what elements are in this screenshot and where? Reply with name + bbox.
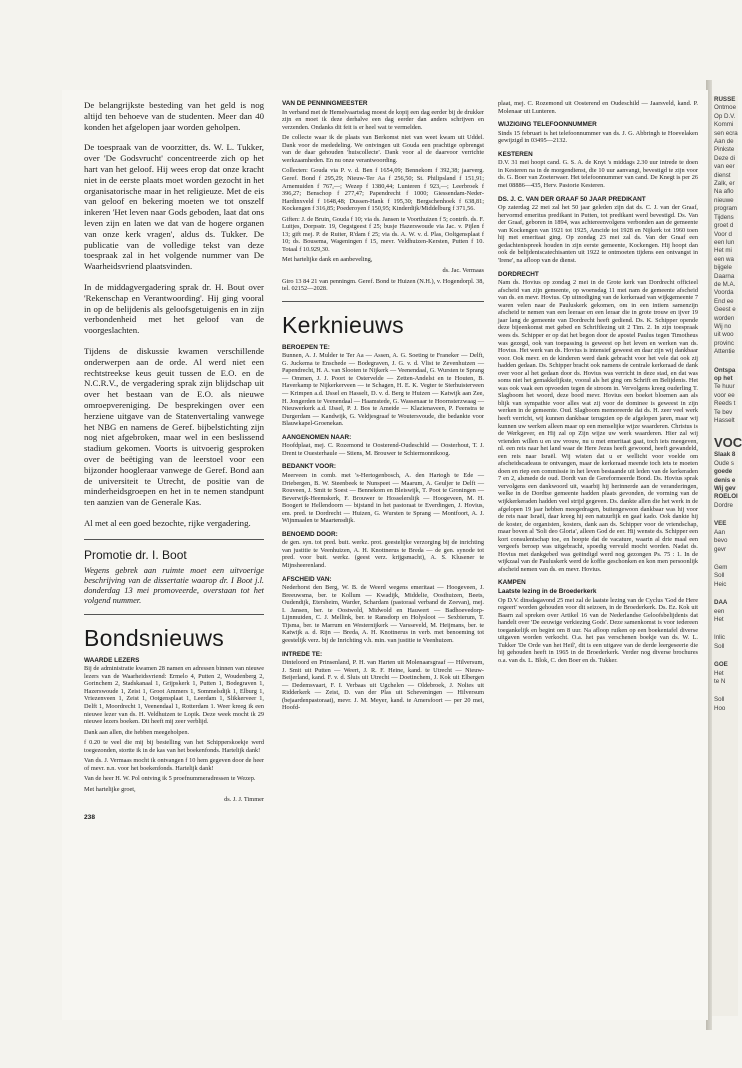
margin-fragment: een wa [714,255,734,263]
section-heading: BEROEPEN TE: [282,343,330,351]
margin-fragment: Soll [714,696,725,704]
penning-paragraph: In verband met de Hemelvaartsdag moest de kopij een dag eerder bij de drukker zijn en moet ik deze derhalve een dag eerder dan anders schrijven en verzenden. Ondanks dit feit is er heel wat te vermelden. [282,108,484,131]
waarde-lezers-heading: WAARDE LEZERS [84,656,140,664]
adjacent-page-strip [712,96,742,1016]
section-heading: DS. J. C. VAN DER GRAAF 50 JAAR PREDIKANT [498,195,646,203]
margin-fragment: Dordre [714,501,733,509]
page-number: 238 [84,814,96,822]
margin-fragment: Voor d [714,230,732,238]
section-heading: BEDANKT VOOR: [282,463,336,471]
section-heading: AANGENOMEN NAAR: [282,433,352,441]
column-middle [282,100,484,715]
margin-fragment: Inlic [714,634,726,642]
margin-fragment: Deze di [714,154,735,162]
section-text: D.V. 31 mei hoopt cand. G. S. A. de Knyt 's middags 2.30 uur intrede te doen in Kesteren na in de morgendienst, die 10 uur aanvangt, bevestigd te zijn voor ds. G. Boer van Zoeterwaer. Het telefoonnummer van cand. De Knegt is per 26 mei 08886—435, Herv. Pastorie Kesteren. [498,159,698,190]
margin-fragment: bevo [714,537,728,545]
margin-fragment: ROELOI [714,493,738,501]
margin-fragment: een [714,607,725,615]
section-text: Sinds 15 februari is het telefoonnummer van ds. J. G. Abbringh te Hoevelaken gewijzigd in 03495—2132. [498,129,698,145]
margin-fragment: uit woo [714,331,734,339]
signature: ds. Jac. Vermaas [442,266,484,274]
section-heading: KESTEREN [498,150,533,158]
margin-fragment: Oude s [714,459,734,467]
section-text: de gen. syn. tot pred. buit. werkz. prot. geestelijke verzorging bij de inrichting van justitie te Veenhuizen, A. H. Knottnerus te Breda — de gen. synode tot pred. voor buit. werkz. (geest verz. krijgsmacht), A. S. Klusener te Mijnsheerenland. [282,539,484,570]
margin-fragment: Slaak 8 [714,451,736,459]
waarde-paragraph: Met hartelijke groet, [84,785,136,793]
margin-fragment: Soll [714,572,725,580]
margin-fragment: Gem [714,563,728,571]
margin-fragment: dienst [714,171,731,179]
margin-fragment: GOE [714,661,728,669]
margin-fragment: End ee [714,297,734,305]
margin-fragment: voor ee [714,391,735,399]
continued-text: plaat, mej. C. Rozemond uit Oosterend en Oudeschild — Jaarsveld, kand. P. Molenaar uit Lunteren. [498,100,698,115]
margin-fragment: bijgele [714,264,732,272]
section-text: Meerveen in comb. met 's-Hertogenbosch, A. den Hartogh te Ede — Driebergen, B. W. Steenbeek te Nunspeet — Maarum, A. Geuljer te Delft — Rouveen, J. Smit te Soest — Bennekom en Bleiswijk, T. Poot te Groningen — Beverwijk-Heemskerk, F. Brouwer te Hosselerslijk — Hoogeveen, M. H. Boogert te Hellendoorn — bijstand in het pastoraat te Everdingen, J. Hovius, em. pred. te Dordrecht — Huizen, G. Wursten te Sprang — Montfoort, A. J. Wijnmaalen te Maartensdijk. [282,471,484,525]
lead-paragraph-2: De toespraak van de voorzitter, ds. W. L. Tukker, over 'De Godsvrucht' concentreerde zich op het hart van het geloof. Hij wees erop dat onze kracht niet in de eerste plaats moet worden gezocht in het organisatorische maar in het religieuze. Met de eis van geloof en bekering moeten we tot onszelf inkeren 'Het leven naar Gods geboden, laat dat ons leven zijn en laten we dat van de hogere organen van onze kerk vragen', aldus ds. Tukker. De publicatie van de volledige tekst van deze toespraak zal in het volgende nummer van De Waarheidsvriend plaatsvinden. [84,142,264,272]
margin-fragment: van eer [714,163,735,171]
penning-paragraph: Giften: J. de Bruin, Gouda f 10; via ds. Jansen te Voorthuizen f 5; contrib. ds. F. Luitjes, Dorpsstr. 19, Oegstgeest f 25; busje Hazerswoude via Jac. v. Pijlen f 13; gift mej. P. de Ruiter, R'dam f 25; via ds. A. W. v. d. Plas, Ooltgensplaat f 10; ds. Bousema, Wageningen f 15, mevr. Veldhuizen-Kersten, Putten f 10. Totaal f 10.929,30. [282,215,484,253]
margin-fragment: Aan [714,528,726,536]
margin-fragment: Wij gev [714,485,736,493]
column-left [84,100,264,822]
margin-fragment: Het mi [714,247,732,255]
margin-fragment: Reeds t [714,400,736,408]
section-heading: KAMPEN [498,579,526,587]
margin-fragment: program [714,205,738,213]
waarde-paragraph: f 0.20 te veel die mij bij bestelling van het Schipperskoekje werd toegezonden, stortte ik in de kas van het boekenfonds. Hartelijk dank! [84,739,264,754]
margin-fragment: Tijdens [714,213,734,221]
margin-fragment: een lun [714,238,735,246]
margin-fragment: Op D.V. [714,112,736,120]
waarde-paragraph: Dank aan allen, die hebben meegeholpen. [84,728,190,736]
lead-paragraph-4: Tijdens de diskussie kwamen verschillende onderwerpen aan de orde. Al werd niet een rechtstreekse keus geuit tussen de E.O. en de N.C.R.V., de vergadering sprak zijn blijdschap uit over het bestaan van de E.O. als nieuwe omroepvereniging. De besprekingen over een herziene uitgave van de Statenvertaling vanwege het NBG en namens de Geref. bijbelstichting zijn nog niet afgebroken, maar wel in een beslissend stadium gekomen. Voorts is uitvoerig gesproken over de beëtiging van de leerstoel voor een bijzonder hoogleraar vanwege de Geref. Bond aan de universiteit te Utrecht, de positie van de minderheidsgroepen en het in te nemen standpunt ten aanzien van de Generale Kas. [84,345,264,508]
promotie-text: Wegens gebrek aan ruimte moet een uitvoerige beschrijving van de dissertatie waarop dr. I Boot j.l. donderdag 13 mei promoveerde, overstaan tot het volgend nummer. [84,565,264,605]
section-heading: WIJZIGING TELEFOONNUMMER [498,121,597,129]
margin-big-fragment: VOC [714,435,742,451]
margin-fragment: provinc [714,339,734,347]
margin-fragment: Soll [714,642,725,650]
margin-fragment: DAA [714,599,728,607]
lead-paragraph-3: In de middagvergadering sprak dr. H. Bout over 'Rekenschap en Verantwoording'. Hij ging vooral in op de belijdenis als geloofsgetuigenis en in zijn verbondenheid met het geloof van de voorgeslachten. [84,281,264,336]
waarde-paragraph: Van ds. J. Vermaas mocht ik ontvangen f 10 hem gegeven door de heer of mevr. n.n. voor het boekenfonds. Hartelijk dank! [84,757,264,772]
margin-fragment: nieuwe [714,196,734,204]
margin-fragment: denis e [714,476,736,484]
margin-fragment: Te huur [714,383,735,391]
margin-fragment: Hoo [714,704,726,712]
margin-fragment: VEE [714,520,727,528]
margin-fragment: Aan de [714,138,734,146]
margin-fragment: Te bev [714,408,733,416]
margin-fragment: Hasselt [714,417,735,425]
margin-fragment: Attentie [714,348,735,356]
penning-paragraph: Met hartelijke dank en aanbeveling, [282,256,373,264]
margin-fragment: Het [714,669,724,677]
waarde-paragraph: Bij de administratie kwamen 28 namen en adressen binnen van nieuwe lezers van de Waarheidsvriend: Ermelo 4, Putten 2, Woudenberg 2, Gorinchem 2, Stadskanaal 1, Grijpskerk 1, Putten 1, Bodegraven 1, Hazerswoude 1, Zeist 1, Groot Ammers 1, Sommelsdijk 1, Elburg 1, Vriezenveen 1, Zeist 1, Ootgensplaat 1, Leerdam 1, Slikkerveer 1, Delft 1, Moordrecht 1, Veenendaal 1, Rotterdam 1. Weer kreeg ik een nieuwe lezer van ds. H. Veldhuizen te Lopik. Deze week mocht ik 29 nieuwe lezers boeken. Dit heeft mij zeer verblijd. [84,665,264,726]
waarde-paragraph: Van de heer H. W. Pol ontving ik 5 proefnummeradressen te Wezep. [84,775,256,783]
section-text: Bunnen, A. J. Mulder te Ter Aa — Assen, A. G. Soeting te Franeker — Delft, G. Juckema te Enschede — Bodegraven, J. G. v. d. Vlist te Zevenhuizen — Papendrecht, H. A. van Slooten te Nijkerk — Veenendaal, G. Wursten te Sprang — Ommen, J. J. Poort te Ostervelde — Zetten-Andelst en te Houten, B. Haverkamp te Nijkerkerveen — te Schagen, H. E. K. Vegter te Sterhuisterveen — Krimpen a.d. IJssel en Hasselt, D. v. d. Berg te Huizen — Katwijk aan Zee, H. Jongerden te Veenendaal — Haamstede, G. Wassenaar te Hoornsterzwaag — Nieuwerkerk a.d. IJssel, P. J. Bos te Ameide — Klazienaveen, P. Feenstra te Durgerdam — Kandwijk, G. Veldjesgraaf te Woutersvoude, die bedankte voor Blauwkapel-Groenekan. [282,352,484,428]
margin-fragment: Daarna [714,272,735,280]
margin-fragment: Pinkste [714,146,735,154]
margin-fragment: worden [714,314,735,322]
section-text: Nam ds. Hovius op zondag 2 mei in de Grote kerk van Dordrecht officieel afscheid van zijn gemeente, op woensdag 11 mei nam de gemeente afscheid van ds. en mevr. Hovius. Op uitnodiging van de kerkeraad van wijkgemeente 7 waren velen naar de Pauluskerk gekomen, om in een intiem samenzijn afscheid te nemen van een leeraar en een leraar die in grote trouw en ijver 19 jaar lang de gemeente van Dordrecht heeft gediend. Ds. K. Schipper opende deze bijeenkomst met gebed en Schriftlezing uit 2 Tim. 2. In zijn toespraak wees ds. Schipper er op dat het begon door de apostel Paulus tegen Timotheus was gezegd, ook van toepassing is geweest op het leven en werken van ds. Hovius. Het werk van ds. Hovius is intensief geweest en daar zijn wij dankbaar voor. Ook mevr. en de kinderen werd dank gebracht voor het vele dat ook zij hadden gedaan. Ds. Schipper bracht ook namens de centrale kerkeraad de dank over voor al het gedaan door ds. Hovius was verricht in deze stad, en dat was soms niet het gemakkelijkste, vooral als het ging om Schrift en Belijdenis. Het was ook vaak een opvoeden tegen de stroom in. Vervolgens kreeg ouderling T. Slagboom het woord, deze bood mevr. Hovius een boeket bloemen aan als blijk van sympathie voor alles wat zij voor de dominee is geweest in zijn werken in de gemeente. Oud. Slagboom memoreerde dat ds. H. zeer veel werk heeft verricht, wij kunnen dankbaar terugzien op de afgelopen jaren, maar wij kunnen uw werken alleen maar op een menselijke wijze waarderen. Christus is de Werkgever, en Hij zal op Zijn wijze uw werk waarderen. Hier zal wij vrienden willen u en uw vrouw, nu u met emeritaat gaat, toch iets meegeven, nl. een reis naar het land waar de Here Jezus heeft gewoond, heeft gewandeld, een reis naar Israël. Wij wisten dat u er wellicht voor voelde om afscheidscadeaus te ontvangen, maar de kerkeraad meende toch iets te moeten doen en riep een commissie in het leven bestaande uit leden van de kerkeraden 7 en 2, alsmede de oud. Dordt van de Gereformeerde Bond. Ds. Hovius sprak vervolgens een dankwoord uit, waarbij hij herinnerde aan de veranderingen, welke in de Dordtse gemeente hadden plaats gevonden, de vorming van de wijkkerkeraden hadden veel strijd gegeven. Ds. dankte allen die het werk in de afgelopen 19 jaar hebben meegedragen, buitengewoon dankbaar was hij voor de reis naar Israël, daar kreeg hij een natuurlijk en gaaf kado. Ook dankte hij de koster, de organisten, kosters, dank aan ds. Schipper voor de vriendschap, maar boven al 'Soli deo Gloria', alleen God de eer. Hij wenste ds. Schipper een kort consulentschap toe, en hoopte dat de vacature, waarin al drie maal een vergeefs beroep was uitgebracht, spoedig vervuld mocht worden. Nadat ds. Hovius met dankgebed was geëindigd werd nog gezongen Ps. 75 : 1. In de wijkzaal van de Pauluskerk werd de koffie geschonken en kon men persoonlijk afscheid nemen van ds. en mevr. Hovius. [498,279,698,573]
section-heading: BENOEMD DOOR: [282,530,338,538]
section-heading: AFSCHEID VAN: [282,575,332,583]
margin-fragment: Ontspa [714,366,736,374]
margin-fragment: te N [714,677,726,685]
margin-fragment: gevr [714,545,727,553]
divider [84,539,264,540]
section-text: Op zaterdag 22 mei zal het 50 jaar geleden zijn dat ds. C. J. van der Graaf, hervormd emeritus predikant in Putten, tot predikant werd bevestigd. Ds. Van der Graaf, geboren in 1894, was achtereenvolgens verbonden aan de gemeente van Kockengen van 1921 tot 1925, Amcide tot 1928 en Nijkerk tot 1960 toen hij met emeritaat ging. Op zondag 23 mei zal ds. Van der Graaf een gedachtenispreek houden in zijn eerste gemeente, Kockengen. Hij hoopt dan ook de belijdeniscatechisanten uit 1922 te ontmoeten tijdens een ontvangst in 'Irene', na afloop van de dienst. [498,204,698,264]
divider [282,301,484,302]
margin-fragment: Ontmoe [714,104,737,112]
kampen-subheading: Laatste lezing in de Broederkerk [498,588,597,596]
penningmeester-heading: VAN DE PENNINGMEESTER [282,100,368,107]
margin-fragment: Geest e [714,306,736,314]
section-text: Nederhorst den Berg, W. B. de Weerd wegens emeritaat — Hoogeveen, J. Breeuwsma, ber. te Kollum — Kwadijk, Middelie, Oosthuizen, Beets, Oudendijk, Etersheim, Warder, Schardam (pastoraal verband de Zeevan), mej. I. Jansen, ber. te Oostwold, Midwold en Hauwert — Badhoevedorp-Lijnmuiden, C. J. Mellink, ber. te Ransdorp en Holysloot — Sexbierum, T. Tijsma, ber. te Marrum en Westernijkerk — Varsseveld, M. Heijmans, ber. te Katwijk a. d. Rijn — Breda, A. H. Knottnerus in verb. met benoeming tot geestelijk verz. bij de Inrichting v.h. min. van justitie te Veenhuizen. [282,584,484,644]
kampen-text: Op D.V. dinsdagavond 25 mei zal de laatste lezing van de Cyclus 'God de Here regeert' worden gehouden voor dit seizoen, in de Broederkerk. Ds. Ez. Kok uit Baarn zal spreken over Artikel 16 van de Nederlandse Geloofsbelijdenis dat handelt over 'De eeuwige verkiezing Gods'. Deze samenkomst is voor iedereen toegankelijk en begint om 8 uur. Na afloop ruiken op een boekentafel diverse uitgaven worden verkocht. O.a. het pas verschenen boekje van ds. W. L. Tukker 'De Orde van het Heil', dit is een uitgave van de derde leergeseerie die hij gehouden heeft in 1965 in de Broederkerk. Verder nog diverse brochures o.a. van ds. L. Blok, C. den Boer en ds. Tukker. [498,596,698,665]
section-heading: INTREDE TE: [282,650,323,658]
margin-fragment: op het [714,375,733,382]
margin-fragment: Heic [714,580,727,588]
margin-fragment: Na aflo [714,188,734,196]
section-heading: DORDRECHT [498,270,539,278]
giro-line: Giro 13 84 21 van penningm. Geref. Bond te Huizen (N.H.), v. Hogendorpl. 38, tel. 02152—2028. [282,277,484,293]
kerknieuws-title: Kerknieuws [282,311,404,338]
margin-fragment: sen ecra [714,129,738,137]
margin-fragment: RUSSE [714,96,736,103]
margin-fragment: Kommi [714,121,734,129]
section-text: Hoofdplaat, mej. C. Rozemond te Oosterend-Oudeschild — Oosterhout, T. J. Drent te Ouesterhaule — Stiens, M. Brouwer te Schiermonnikoog. [282,442,484,457]
divider [84,614,264,615]
margin-fragment: Het [714,615,724,623]
margin-fragment: Zalk, er [714,180,735,188]
lead-paragraph-1: De belangrijkste besteding van het geld is nog altijd ten behoeve van de studenten. Meer dan 40 konden het afgelopen jaar worden geholpen. [84,100,264,132]
bondsnieuws-title: Bondsnieuws [84,624,225,651]
margin-fragment: goede [714,468,733,476]
penning-paragraph: De collecte waar ik de plaats van Berkomst niet van weet kwam uit Uddel. Dank voor de mededeling. We ontvingen uit Gouda een prachtige opbrengst van de daar gehouden 'huiscollecte'. Dank voor al de daarvoor verrichte werkzaamheden. En nu onze verantwoording. [282,134,484,164]
lead-paragraph-5: Al met al een goed bezochte, rijke vergadering. [84,517,251,528]
column-right [498,100,698,668]
section-text: Dinteloord en Prinsenland, P. H. van Harten uit Molenaarsgraaf — Hilversum, J. Smit uit Putten — Weert, J. R. F. Heine, kand. te Utrecht — Nieuw-Beijerland, kand. F. v. d. Sluis uit Utrecht — Doetinchem, J. Kok uit Elbergen — Dedemsvaart, F. I. Verbaas uit Ugchelen — Oldebroek, J. Noltes uit Ridderkerk — Zeist, D. van der Plas uit Scheveningen — Hilversum (bejaardenpastoraat), mevr. J. M. Meyer, kand. te Amersfoort — per 20 mei, Hoofd- [282,659,484,712]
margin-fragment: groet d [714,222,734,230]
promotie-title: Promotie dr. I. Boot [84,547,187,562]
margin-fragment: de M.A. [714,280,736,288]
margin-fragment: Wij no [714,322,732,330]
newspaper-page [62,90,708,1020]
signature: ds. J. J. Timmer [224,796,264,804]
penning-paragraph: Collecten: Gouda via P. v. d. Ben f 1654,09; Bennekom f 392,38; jaarverg. Geref. Bond f 295,29; Nieuw-Ter Aa f 256,50; St. Philipsland f 151,91; Arnemuiden f 767,—; Wezep f 1380,44; Lunteren f 923,—; Leerbroek f 396,27; Benschop f 277,47; Papendrecht f 1000; Giessendam-Neder-Hardinxveld f 1648,48; Dussen-Hank f 195,30; Bergschenhoek f 638,81; Kockengen f 316,85; Poederoyen f 150,95; Kinderdijk/Middelburg f 371,56. [282,167,484,213]
margin-fragment: Voorda [714,289,734,297]
